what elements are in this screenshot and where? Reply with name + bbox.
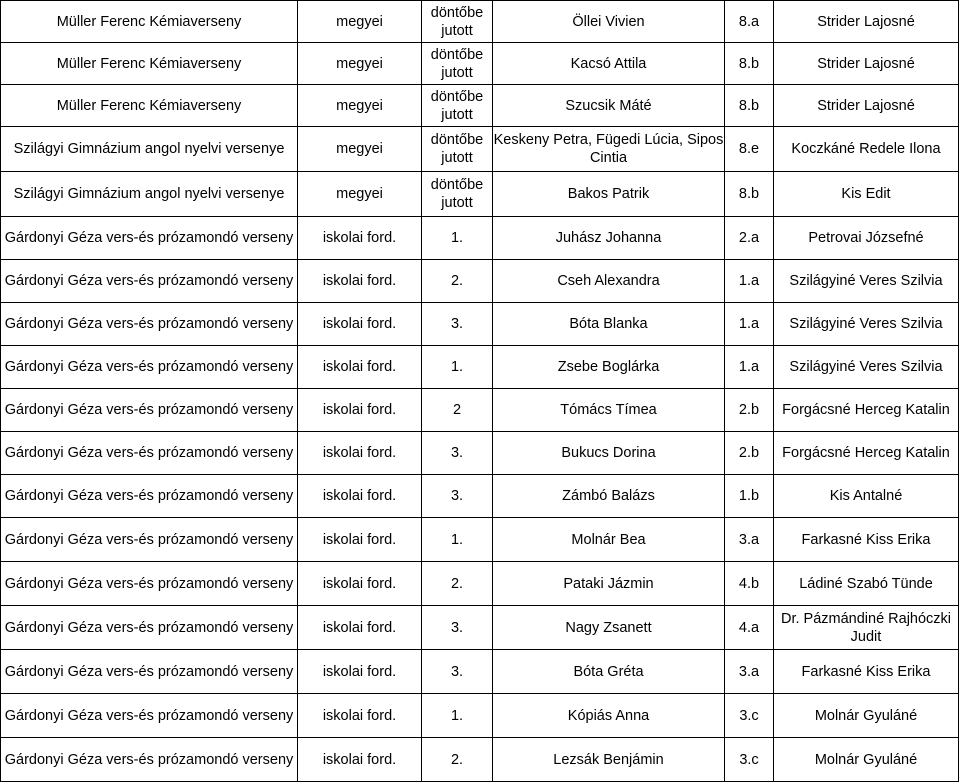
competition-cell: Gárdonyi Géza vers-és prózamondó verseny xyxy=(1,346,298,389)
class-cell: 3.a xyxy=(725,518,774,562)
table-row xyxy=(1,518,959,562)
competition-cell: Gárdonyi Géza vers-és prózamondó verseny xyxy=(1,475,298,518)
result-cell: döntőbe jutott xyxy=(422,43,493,85)
level-cell: iskolai ford. xyxy=(298,260,422,303)
result-cell: 3. xyxy=(422,650,493,694)
teacher-cell: Molnár Gyuláné xyxy=(774,738,959,782)
student-name-cell: Bóta Gréta xyxy=(493,650,725,694)
student-name-cell: Pataki Jázmin xyxy=(493,562,725,606)
student-name-cell: Zsebe Boglárka xyxy=(493,346,725,389)
student-name-cell: Keskeny Petra, Fügedi Lúcia, Sipos Cintia xyxy=(493,127,725,172)
student-name-cell: Lezsák Benjámin xyxy=(493,738,725,782)
class-cell: 1.a xyxy=(725,346,774,389)
competition-cell: Gárdonyi Géza vers-és prózamondó verseny xyxy=(1,518,298,562)
level-cell: iskolai ford. xyxy=(298,562,422,606)
competition-cell: Szilágyi Gimnázium angol nyelvi versenye xyxy=(1,127,298,172)
result-cell: 1. xyxy=(422,217,493,260)
level-cell: iskolai ford. xyxy=(298,303,422,346)
competition-cell: Müller Ferenc Kémiaverseny xyxy=(1,1,298,43)
table-row xyxy=(1,127,959,172)
results-table-body xyxy=(1,1,959,782)
level-cell: megyei xyxy=(298,1,422,43)
teacher-cell: Strider Lajosné xyxy=(774,43,959,85)
competition-cell: Gárdonyi Géza vers-és prózamondó verseny xyxy=(1,303,298,346)
teacher-cell: Kis Antalné xyxy=(774,475,959,518)
result-cell: 3. xyxy=(422,432,493,475)
table-row xyxy=(1,346,959,389)
student-name-cell: Bóta Blanka xyxy=(493,303,725,346)
level-cell: megyei xyxy=(298,172,422,217)
table-row xyxy=(1,432,959,475)
table-row xyxy=(1,43,959,85)
table-row xyxy=(1,606,959,650)
level-cell: megyei xyxy=(298,127,422,172)
table-row xyxy=(1,260,959,303)
level-cell: iskolai ford. xyxy=(298,650,422,694)
student-name-cell: Bukucs Dorina xyxy=(493,432,725,475)
result-cell: 2. xyxy=(422,562,493,606)
teacher-cell: Koczkáné Redele Ilona xyxy=(774,127,959,172)
student-name-cell: Kópiás Anna xyxy=(493,694,725,738)
level-cell: iskolai ford. xyxy=(298,217,422,260)
class-cell: 3.a xyxy=(725,650,774,694)
student-name-cell: Tómács Tímea xyxy=(493,389,725,432)
student-name-cell: Kacsó Attila xyxy=(493,43,725,85)
teacher-cell: Strider Lajosné xyxy=(774,1,959,43)
teacher-cell: Kis Edit xyxy=(774,172,959,217)
table-row xyxy=(1,1,959,43)
competition-cell: Gárdonyi Géza vers-és prózamondó verseny xyxy=(1,562,298,606)
teacher-cell: Farkasné Kiss Erika xyxy=(774,650,959,694)
student-name-cell: Bakos Patrik xyxy=(493,172,725,217)
class-cell: 8.b xyxy=(725,85,774,127)
teacher-cell: Petrovai Józsefné xyxy=(774,217,959,260)
result-cell: döntőbe jutott xyxy=(422,172,493,217)
class-cell: 8.a xyxy=(725,1,774,43)
result-cell: döntőbe jutott xyxy=(422,1,493,43)
class-cell: 1.a xyxy=(725,260,774,303)
class-cell: 4.a xyxy=(725,606,774,650)
table-row xyxy=(1,738,959,782)
result-cell: 2 xyxy=(422,389,493,432)
teacher-cell: Forgácsné Herceg Katalin xyxy=(774,389,959,432)
class-cell: 2.a xyxy=(725,217,774,260)
table-row xyxy=(1,389,959,432)
teacher-cell: Szilágyiné Veres Szilvia xyxy=(774,346,959,389)
competition-cell: Gárdonyi Géza vers-és prózamondó verseny xyxy=(1,260,298,303)
result-cell: döntőbe jutott xyxy=(422,127,493,172)
level-cell: iskolai ford. xyxy=(298,346,422,389)
competition-cell: Gárdonyi Géza vers-és prózamondó verseny xyxy=(1,217,298,260)
result-cell: 3. xyxy=(422,606,493,650)
student-name-cell: Nagy Zsanett xyxy=(493,606,725,650)
teacher-cell: Molnár Gyuláné xyxy=(774,694,959,738)
table-row xyxy=(1,694,959,738)
student-name-cell: Szucsik Máté xyxy=(493,85,725,127)
class-cell: 3.c xyxy=(725,694,774,738)
teacher-cell: Farkasné Kiss Erika xyxy=(774,518,959,562)
student-name-cell: Molnár Bea xyxy=(493,518,725,562)
table-row xyxy=(1,85,959,127)
student-name-cell: Öllei Vivien xyxy=(493,1,725,43)
teacher-cell: Ládiné Szabó Tünde xyxy=(774,562,959,606)
level-cell: iskolai ford. xyxy=(298,606,422,650)
competition-cell: Gárdonyi Géza vers-és prózamondó verseny xyxy=(1,606,298,650)
level-cell: megyei xyxy=(298,43,422,85)
competition-cell: Müller Ferenc Kémiaverseny xyxy=(1,43,298,85)
teacher-cell: Dr. Pázmándiné Rajhóczki Judit xyxy=(774,606,959,650)
class-cell: 8.b xyxy=(725,172,774,217)
class-cell: 4.b xyxy=(725,562,774,606)
competition-cell: Gárdonyi Géza vers-és prózamondó verseny xyxy=(1,650,298,694)
table-row xyxy=(1,475,959,518)
class-cell: 1.b xyxy=(725,475,774,518)
class-cell: 8.b xyxy=(725,43,774,85)
competition-cell: Szilágyi Gimnázium angol nyelvi versenye xyxy=(1,172,298,217)
result-cell: 1. xyxy=(422,694,493,738)
class-cell: 3.c xyxy=(725,738,774,782)
competition-cell: Gárdonyi Géza vers-és prózamondó verseny xyxy=(1,738,298,782)
teacher-cell: Szilágyiné Veres Szilvia xyxy=(774,260,959,303)
level-cell: iskolai ford. xyxy=(298,389,422,432)
teacher-cell: Forgácsné Herceg Katalin xyxy=(774,432,959,475)
table-row xyxy=(1,217,959,260)
result-cell: 1. xyxy=(422,518,493,562)
table-row xyxy=(1,172,959,217)
teacher-cell: Szilágyiné Veres Szilvia xyxy=(774,303,959,346)
level-cell: iskolai ford. xyxy=(298,432,422,475)
class-cell: 8.e xyxy=(725,127,774,172)
competition-cell: Gárdonyi Géza vers-és prózamondó verseny xyxy=(1,432,298,475)
class-cell: 1.a xyxy=(725,303,774,346)
result-cell: 3. xyxy=(422,475,493,518)
result-cell: 1. xyxy=(422,346,493,389)
level-cell: iskolai ford. xyxy=(298,694,422,738)
student-name-cell: Zámbó Balázs xyxy=(493,475,725,518)
level-cell: iskolai ford. xyxy=(298,475,422,518)
level-cell: megyei xyxy=(298,85,422,127)
class-cell: 2.b xyxy=(725,389,774,432)
table-row xyxy=(1,650,959,694)
level-cell: iskolai ford. xyxy=(298,518,422,562)
class-cell: 2.b xyxy=(725,432,774,475)
competition-cell: Gárdonyi Géza vers-és prózamondó verseny xyxy=(1,694,298,738)
result-cell: 3. xyxy=(422,303,493,346)
teacher-cell: Strider Lajosné xyxy=(774,85,959,127)
level-cell: iskolai ford. xyxy=(298,738,422,782)
result-cell: 2. xyxy=(422,738,493,782)
competition-cell: Müller Ferenc Kémiaverseny xyxy=(1,85,298,127)
competition-cell: Gárdonyi Géza vers-és prózamondó verseny xyxy=(1,389,298,432)
table-row xyxy=(1,562,959,606)
result-cell: 2. xyxy=(422,260,493,303)
table-row xyxy=(1,303,959,346)
student-name-cell: Cseh Alexandra xyxy=(493,260,725,303)
student-name-cell: Juhász Johanna xyxy=(493,217,725,260)
result-cell: döntőbe jutott xyxy=(422,85,493,127)
